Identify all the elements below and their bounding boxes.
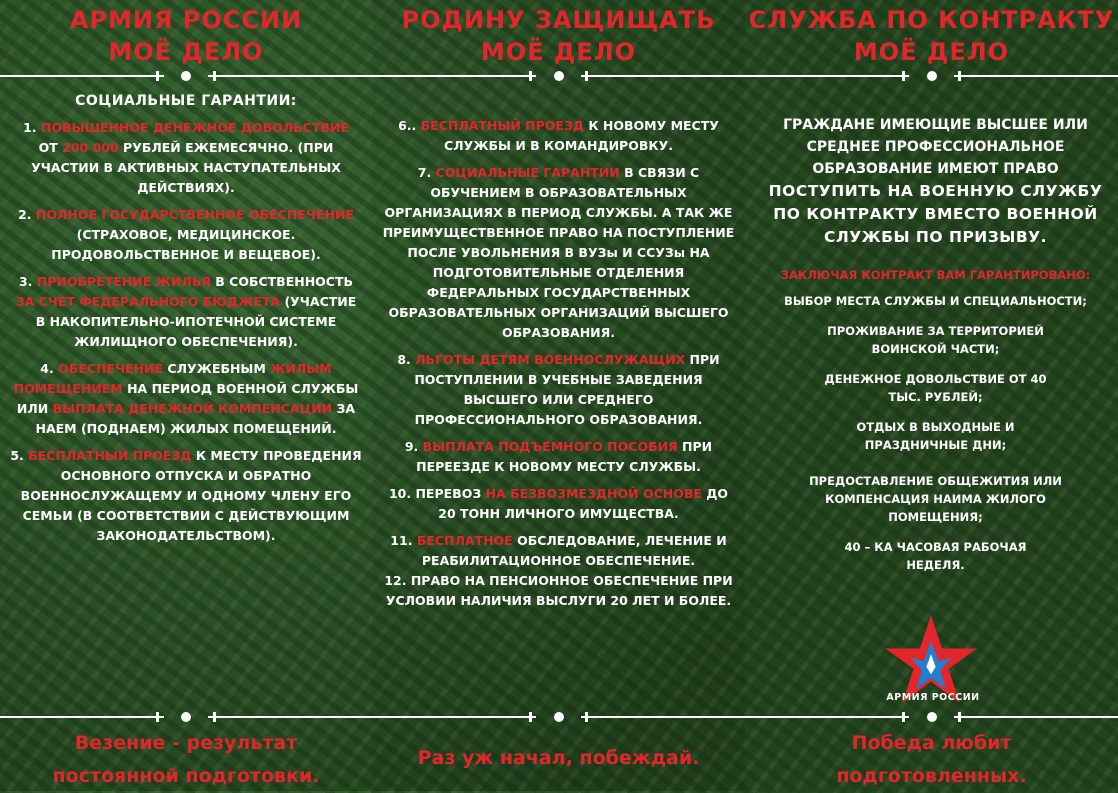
guarantee-item: ДЕНЕЖНОЕ ДОВОЛЬСТВИЕ ОТ 40 ТЫС. РУБЛЕЙ; bbox=[824, 372, 1047, 404]
ornament-divider bbox=[372, 712, 745, 722]
guarantee-item: ОТДЫХ В ВЫХОДНЫЕ И ПРАЗДНИЧНЫЕ ДНИ; bbox=[856, 420, 1015, 452]
column-header: СЛУЖБА ПО КОНТРАКТУ МОЁ ДЕЛО bbox=[748, 6, 1115, 66]
ornament-divider bbox=[0, 71, 372, 81]
column-social-guarantees bbox=[0, 0, 372, 791]
guarantee-item: ПРЕДОСТАВЛЕНИЕ ОБЩЕЖИТИЯ ИЛИ КОМПЕНСАЦИЯ НАИМА ЖИЛОГО ПОМЕЩЕНИЯ; bbox=[809, 474, 1062, 524]
column-footer-slogan: Раз уж начал, побеждай. bbox=[417, 747, 700, 769]
list-item: 1. ПОВЫШЕННОЕ ДЕНЕЖНОЕ ДОВОЛЬСТВИЕ ОТ 200 000 РУБЛЕЙ ЕЖЕМЕСЯЧНО. (ПРИ УЧАСТИИ В АКТИВНЫХ НАСТУПАТЕЛЬНЫХ ДЕЙСТВИЯХ). bbox=[23, 120, 349, 195]
column-body bbox=[382, 116, 735, 618]
column-defend-homeland bbox=[372, 0, 745, 791]
column-header: РОДИНУ ЗАЩИЩАТЬ МОЁ ДЕЛО bbox=[401, 6, 716, 66]
list-item: 3. ПРИОБРЕТЕНИЕ ЖИЛЬЯ В СОБСТВЕННОСТЬ ЗА СЧЕТ ФЕДЕРАЛЬНОГО БЮДЖЕТА (УЧАСТИЕ В НАКОПИТЕЛЬНО-ИПОТЕЧНОЙ СИСТЕМЕ ЖИЛИЩНОГО ОБЕСПЕЧЕНИЯ). bbox=[15, 274, 357, 349]
ornament-divider bbox=[745, 71, 1118, 81]
list-item: 7. СОЦИАЛЬНЫЕ ГАРАНТИИ В СВЯЗИ С ОБУЧЕНИЕМ В ОБРАЗОВАТЕЛЬНЫХ ОРГАНИЗАЦИЯХ В ПЕРИОД СЛУЖБЫ. А ТАК ЖЕ ПРЕИМУЩЕСТВЕННОЕ ПРАВО НА ПОСТУПЛЕНИЕ ПОСЛЕ УВОЛЬНЕНИЯ В ВУЗы И ССУЗы НА ПОДГОТОВИТЕЛЬНЫЕ ОТДЕЛЕНИЯ ФЕДЕРАЛЬНЫХ ГОСУДАРСТВЕННЫХ ОБРАЗОВАТЕЛЬНЫХ ОРГАНИЗАЦИЙ ВЫСШЕГО ОБРАЗОВАНИЯ. bbox=[382, 165, 735, 340]
list-item: 2. ПОЛНОЕ ГОСУДАРСТВЕННОЕ ОБЕСПЕЧЕНИЕ (СТРАХОВОЕ, МЕДИЦИНСКОЕ. ПРОДОВОЛЬСТВЕННОЕ И ВЕЩЕВОЕ). bbox=[18, 207, 354, 262]
ornament-divider bbox=[0, 712, 372, 722]
list-item: 5. БЕСПЛАТНЫЙ ПРОЕЗД К МЕСТУ ПРОВЕДЕНИЯ ОСНОВНОГО ОТПУСКА И ОБРАТНО ВОЕННОСЛУЖАЩЕМУ И ОДНОМУ ЧЛЕНУ ЕГО СЕМЬИ (В СООТВЕТСТВИИ С ДЕЙСТВУЮЩИМ ЗАКОНОДАТЕЛЬСТВОМ). bbox=[10, 448, 362, 543]
column-body bbox=[10, 91, 362, 553]
logo-caption: АРМИЯ РОССИИ bbox=[886, 692, 980, 703]
column-footer-slogan: Победа любит подготовленных. bbox=[836, 732, 1027, 787]
list-item: 6.. БЕСПЛАТНЫЙ ПРОЕЗД К НОВОМУ МЕСТУ СЛУЖБЫ И В КОМАНДИРОВКУ. bbox=[398, 118, 719, 153]
guarantee-item: ПРОЖИВАНИЕ ЗА ТЕРРИТОРИЕЙ ВОИНСКОЙ ЧАСТИ; bbox=[827, 324, 1044, 356]
ornament-divider bbox=[745, 712, 1118, 722]
intro-text: ГРАЖДАНЕ ИМЕЮЩИЕ ВЫСШЕЕ ИЛИ СРЕДНЕЕ ПРОФЕССИОНАЛЬНОЕ ОБРАЗОВАНИЕ ИМЕЮТ ПРАВО bbox=[783, 117, 1088, 177]
intro-highlight: ПОСТУПИТЬ НА ВОЕННУЮ СЛУЖБУ ПО КОНТРАКТУ ВМЕСТО ВОЕННОЙ СЛУЖБЫ ПО ПРИЗЫВУ. bbox=[768, 182, 1103, 246]
guarantee-item: ВЫБОР МЕСТА СЛУЖБЫ И СПЕЦИАЛЬНОСТИ; bbox=[784, 294, 1087, 308]
column-body bbox=[767, 114, 1104, 574]
ornament-divider bbox=[372, 71, 745, 81]
list-item: 8. ЛЬГОТЫ ДЕТЯМ ВОЕННОСЛУЖАЩИХ ПРИ ПОСТУПЛЕНИИ В УЧЕБНЫЕ ЗАВЕДЕНИЯ ВЫСШЕГО ИЛИ СРЕДНЕГО ПРОФЕССИОНАЛЬНОГО ОБРАЗОВАНИЯ. bbox=[397, 352, 720, 427]
list-item: 4. ОБЕСПЕЧЕНИЕ СЛУЖЕБНЫМ ЖИЛЫМ ПОМЕЩЕНИЕМ НА ПЕРИОД ВОЕННОЙ СЛУЖБЫ ИЛИ ВЫПЛАТА ДЕНЕЖНОЙ КОМПЕНСАЦИИ ЗА НАЕМ (ПОДНАЕМ) ЖИЛЫХ ПОМЕЩЕНИЙ. bbox=[13, 361, 359, 436]
list-item: 11. БЕСПЛАТНОЕ ОБСЛЕДОВАНИЕ, ЛЕЧЕНИЕ И РЕАБИЛИТАЦИОННОЕ ОБЕСПЕЧЕНИЕ. bbox=[390, 533, 727, 568]
guarantee-item: 40 – КА ЧАСОВАЯ РАБОЧАЯ НЕДЕЛЯ. bbox=[844, 540, 1027, 572]
column-contract-service bbox=[745, 0, 1118, 791]
section-heading: СОЦИАЛЬНЫЕ ГАРАНТИИ: bbox=[75, 93, 297, 109]
column-header: АРМИЯ РОССИИ МОЁ ДЕЛО bbox=[69, 6, 303, 66]
list-item: 10. ПЕРЕВОЗ НА БЕЗВОЗМЕЗДНОЙ ОСНОВЕ ДО 20 ТОНН ЛИЧНОГО ИМУЩЕСТВА. bbox=[388, 486, 729, 521]
list-item: 12. ПРАВО НА ПЕНСИОННОЕ ОБЕСПЕЧЕНИЕ ПРИ УСЛОВИИ НАЛИЧИЯ ВЫСЛУГИ 20 ЛЕТ И БОЛЕЕ. bbox=[384, 573, 733, 608]
column-footer-slogan: Везение - результат постоянной подготовки. bbox=[52, 732, 320, 787]
guarantee-heading: ЗАКЛЮЧАЯ КОНТРАКТ ВАМ ГАРАНТИРОВАНО: bbox=[780, 268, 1091, 282]
list-item: 9. ВЫПЛАТА ПОДЪЕМНОГО ПОСОБИЯ ПРИ ПЕРЕЕЗДЕ К НОВОМУ МЕСТУ СЛУЖБЫ. bbox=[404, 439, 713, 474]
